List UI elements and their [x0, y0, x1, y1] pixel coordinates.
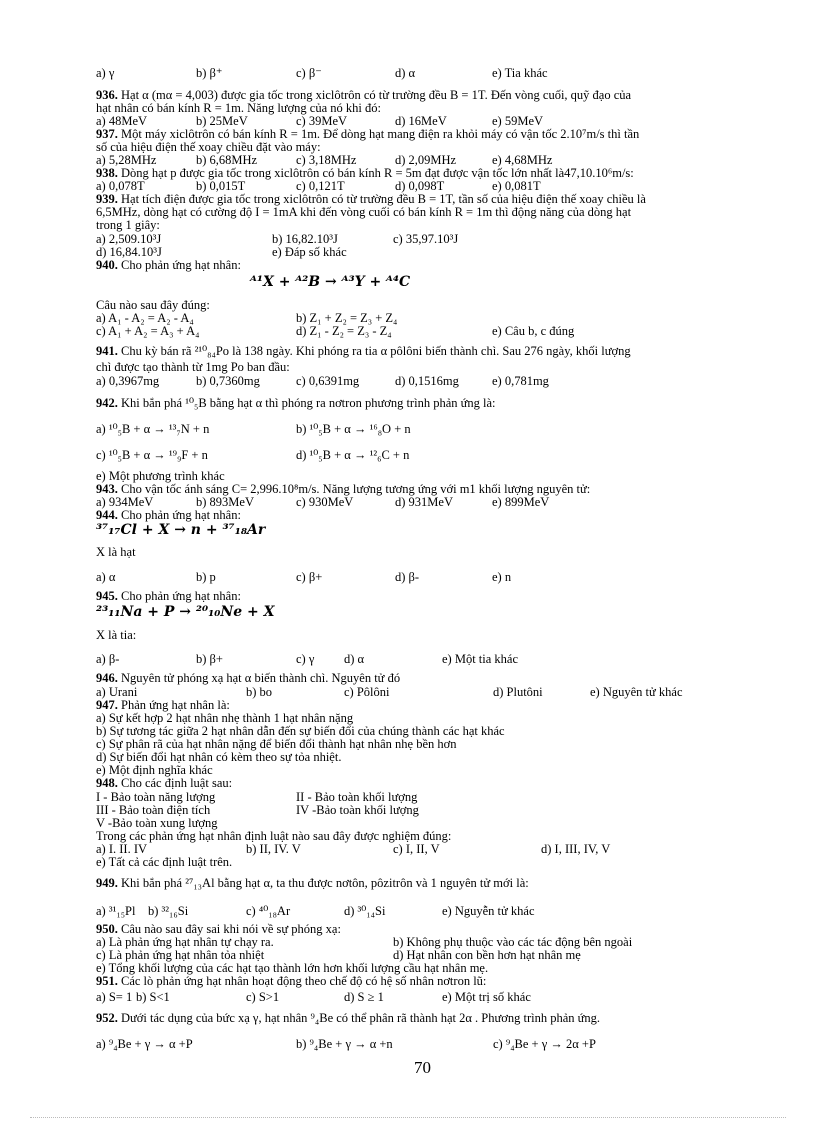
- answer-option: d) Hạt nhân con bền hơn hạt nhân mẹ: [393, 948, 581, 962]
- answer-option: a) S= 1: [96, 990, 133, 1004]
- text-line: e) Một phương trình khác: [96, 469, 225, 483]
- text-line: a) Sự kết hợp 2 hạt nhân nhẹ thành 1 hạt nhân nặng: [96, 711, 354, 725]
- answer-option: d) α: [395, 66, 416, 80]
- answer-option: a) A₁ - A₂ = A₂ - A₄: [96, 311, 194, 325]
- text-line: Trong các phản ứng hạt nhân định luật nào sau đây được nghiệm đúng:: [96, 829, 452, 843]
- answer-option: c) 0,6391mg: [296, 374, 360, 388]
- answer-option: b) ¹⁰₅B + α → ¹⁶₈O + n: [296, 422, 411, 436]
- answer-option: c) γ: [296, 652, 315, 666]
- answer-option: e) 0,081T: [492, 179, 541, 193]
- answer-option: b) bo: [246, 685, 273, 699]
- text-line: trong 1 giây:: [96, 218, 160, 232]
- reaction-equation: ²³₁₁Na + P → ²⁰₁₀Ne + X: [96, 604, 275, 620]
- answer-option: b) Không phụ thuộc vào các tác động bên ngoài: [393, 935, 633, 949]
- answer-option: b) 0,7360mg: [196, 374, 260, 388]
- answer-option: b) p: [196, 570, 216, 584]
- answer-option: c) ⁹₄Be + γ → 2α +P: [493, 1037, 596, 1051]
- text-line: 941. Chu kỳ bán rã ²¹⁰₈₄Po là 138 ngày. Khi phóng ra tia α pôlôni biến thành chì. Sau 276 ngày, khối lượng: [96, 344, 631, 358]
- answer-option: a) I. II. IV: [96, 842, 148, 856]
- text-line: 936. Hạt α (mα = 4,003) được gia tốc trong xiclôtrôn có từ trường đều B = 1T. Đến vòng cuối, quỹ đạo của: [96, 88, 632, 102]
- answer-option: b) β+: [196, 652, 223, 666]
- answer-option: d) ³⁰₁₄Si: [344, 904, 386, 918]
- answer-option: c) ⁴⁰₁₈Ar: [246, 904, 291, 918]
- answer-option: c) 3,18MHz: [296, 153, 357, 167]
- answer-option: d) 16,84.10³J: [96, 245, 162, 259]
- answer-option: d) Z₁ - Z₂ = Z₃ - Z₄: [296, 324, 392, 338]
- answer-option: c) Pôlôni: [344, 685, 390, 699]
- text-line: 952. Dưới tác dụng của bức xạ γ, hạt nhân ⁹₄Be có thể phân rã thành hạt 2α . Phương trình phản ứng.: [96, 1011, 601, 1025]
- answer-option: I - Bảo toàn năng lượng: [96, 790, 216, 804]
- answer-option: d) 931MeV: [395, 495, 453, 509]
- text-line: e) Tổng khối lượng của các hạt tạo thành lớn hơn khối lượng cầu hạt nhân mẹ.: [96, 961, 489, 975]
- text-line: 947. Phản ứng hạt nhân là:: [96, 698, 230, 712]
- answer-option: b) ³²₁₆Si: [148, 904, 189, 918]
- answer-option: a) 934MeV: [96, 495, 154, 509]
- answer-option: b) S<1: [136, 990, 170, 1004]
- text-line: V -Bảo toàn xung lượng: [96, 816, 218, 830]
- answer-option: e) 59MeV: [492, 114, 544, 128]
- answer-option: d) 0,1516mg: [395, 374, 459, 388]
- answer-option: c) S>1: [246, 990, 280, 1004]
- answer-option: e) Nguyễn tử khác: [442, 904, 535, 918]
- page-footer-rule: [30, 1117, 786, 1118]
- answer-option: a) ⁹₄Be + γ → α +P: [96, 1037, 193, 1051]
- answer-option: a) 2,509.10³J: [96, 232, 162, 246]
- text-line: 944. Cho phản ứng hạt nhân:: [96, 508, 241, 522]
- text-line: số của hiệu điện thế xoay chiều đặt vào máy:: [96, 140, 321, 154]
- answer-option: d) ¹⁰₅B + α → ¹²₆C + n: [296, 448, 410, 462]
- text-line: 938. Dòng hạt p được gia tốc trong xiclôtrôn có bán kính R = 5m đạt được vận tốc lớn nhất là47,10.10⁶m/s:: [96, 166, 634, 180]
- answer-option: d) α: [344, 652, 365, 666]
- text-line: c) Sự phân rã của hạt nhân nặng để biến đổi thành hạt nhân nhẹ bền hơn: [96, 737, 457, 751]
- text-line: hạt nhân có bán kính R = 1m. Năng lượng của nó khi đó:: [96, 101, 381, 115]
- answer-option: c) β+: [296, 570, 323, 584]
- answer-option: d) 2,09MHz: [395, 153, 457, 167]
- text-line: 949. Khi bắn phá ²⁷₁₃Al bằng hạt α, ta thu được nơtôn, pôzitrôn và 1 nguyên tử mới là:: [96, 876, 529, 890]
- answer-option: e) n: [492, 570, 512, 584]
- answer-option: a) 0,078T: [96, 179, 145, 193]
- answer-option: c) A₁ + A₂ = A₃ + A₄: [96, 324, 200, 338]
- text-line: b) Sự tương tác giữa 2 hạt nhân dẫn đến sự biến đổi của chúng thành các hạt khác: [96, 724, 505, 738]
- answer-option: a) 0,3967mg: [96, 374, 160, 388]
- answer-option: II - Bảo toàn khối lượng: [296, 790, 418, 804]
- answer-option: a) α: [96, 570, 116, 584]
- answer-option: a) β-: [96, 652, 120, 666]
- answer-option: a) γ: [96, 66, 115, 80]
- answer-option: c) 35,97.10³J: [393, 232, 459, 246]
- answer-option: c) 0,121T: [296, 179, 345, 193]
- answer-option: d) 0,098T: [395, 179, 445, 193]
- answer-option: e) Tia khác: [492, 66, 548, 80]
- text-line: X là tia:: [96, 628, 137, 642]
- text-line: 939. Hạt tích điện được gia tốc trong xiclôtrôn có từ trường đều B = 1T, tần số của hiệu điện thế xoay chiều là: [96, 192, 646, 206]
- answer-option: c) 930MeV: [296, 495, 354, 509]
- answer-option: c) ¹⁰₅B + α → ¹⁹₉F + n: [96, 448, 208, 462]
- answer-option: e) Một trị số khác: [442, 990, 531, 1004]
- answer-option: a) 5,28MHz: [96, 153, 157, 167]
- answer-option: c) 39MeV: [296, 114, 348, 128]
- answer-option: b) 893MeV: [196, 495, 254, 509]
- answer-option: c) I, II, V: [393, 842, 440, 856]
- answer-option: d) S ≥ 1: [344, 990, 384, 1004]
- text-line: 943. Cho vận tốc ánh sáng C= 2,996.10⁸m/s. Năng lượng tương ứng với m1 khối lượng nguyên tử:: [96, 482, 591, 496]
- answer-option: IV -Bảo toàn khối lượng: [296, 803, 419, 817]
- text-line: 946. Nguyên tử phóng xạ hạt α biến thành chì. Nguyên tử đó: [96, 671, 401, 685]
- answer-option: b) 6,68MHz: [196, 153, 258, 167]
- answer-option: d) β-: [395, 570, 420, 584]
- text-line: 942. Khi bắn phá ¹⁰₅B bằng hạt α thì phóng ra nơtron phương trình phản ứng là:: [96, 396, 496, 410]
- reaction-equation: ᴬ¹X + ᴬ²B → ᴬ³Y + ᴬ⁴C: [250, 274, 411, 290]
- answer-option: e) 899MeV: [492, 495, 550, 509]
- text-line: 6,5MHz, dòng hạt có cường độ I = 1mA khi đến vòng cuối có bán kính R = 1m thì động năng của dòng hạt: [96, 205, 632, 219]
- text-line: 948. Cho các định luật sau:: [96, 776, 233, 790]
- answer-option: b) 16,82.10³J: [272, 232, 338, 246]
- answer-option: a) 48MeV: [96, 114, 148, 128]
- text-line: 937. Một máy xiclôtrôn có bán kính R = 1m. Để dòng hạt mang điện ra khỏi máy có vận tốc 2.10⁷m/s thì tần: [96, 127, 640, 141]
- page-number: 70: [414, 1058, 431, 1077]
- answer-option: e) 4,68MHz: [492, 153, 553, 167]
- text-line: Câu nào sau đây đúng:: [96, 298, 210, 312]
- answer-option: b) 0,015T: [196, 179, 246, 193]
- text-line: e) Tất cả các định luật trên.: [96, 855, 233, 869]
- answer-option: b) β⁺: [196, 66, 223, 80]
- answer-option: b) Z₁ + Z₂ = Z₃ + Z₄: [296, 311, 398, 325]
- answer-option: III - Bảo toàn điện tích: [96, 803, 211, 817]
- answer-option: b) II, IV. V: [246, 842, 301, 856]
- answer-option: e) Câu b, c đúng: [492, 324, 575, 338]
- text-line: 950. Câu nào sau đây sai khi nói về sự phóng xạ:: [96, 922, 341, 936]
- answer-option: a) Là phản ứng hạt nhân tự chạy ra.: [96, 935, 274, 949]
- answer-option: c) Là phản ứng hạt nhân tỏa nhiệt: [96, 948, 265, 962]
- answer-option: e) 0,781mg: [492, 374, 549, 388]
- answer-option: e) Một tia khác: [442, 652, 519, 666]
- answer-option: c) β⁻: [296, 66, 322, 80]
- text-line: e) Một định nghĩa khác: [96, 763, 213, 777]
- answer-option: a) ³¹₁₅Pl: [96, 904, 136, 918]
- answer-option: b) 25MeV: [196, 114, 248, 128]
- reaction-equation: ³⁷₁₇Cl + X → n + ³⁷₁₈Ar: [96, 522, 266, 538]
- text-line: X là hạt: [96, 545, 136, 559]
- answer-option: e) Đáp số khác: [272, 245, 347, 259]
- answer-option: d) Plutôni: [493, 685, 543, 699]
- answer-option: b) ⁹₄Be + γ → α +n: [296, 1037, 393, 1051]
- answer-option: a) Urani: [96, 685, 138, 699]
- text-line: chì được tạo thành từ 1mg Po ban đầu:: [96, 360, 290, 374]
- answer-option: d) 16MeV: [395, 114, 447, 128]
- text-line: 940. Cho phản ứng hạt nhân:: [96, 258, 241, 272]
- text-line: 945. Cho phản ứng hạt nhân:: [96, 589, 241, 603]
- answer-option: a) ¹⁰₅B + α → ¹³₇N + n: [96, 422, 210, 436]
- answer-option: d) I, III, IV, V: [541, 842, 611, 856]
- text-line: 951. Các lò phản ứng hạt nhân hoạt động theo chế độ có hệ số nhân nơtron lũ:: [96, 974, 487, 988]
- answer-option: e) Nguyên tử khác: [590, 685, 683, 699]
- text-line: d) Sự biến đổi hạt nhân có kèm theo sự tỏa nhiệt.: [96, 750, 342, 764]
